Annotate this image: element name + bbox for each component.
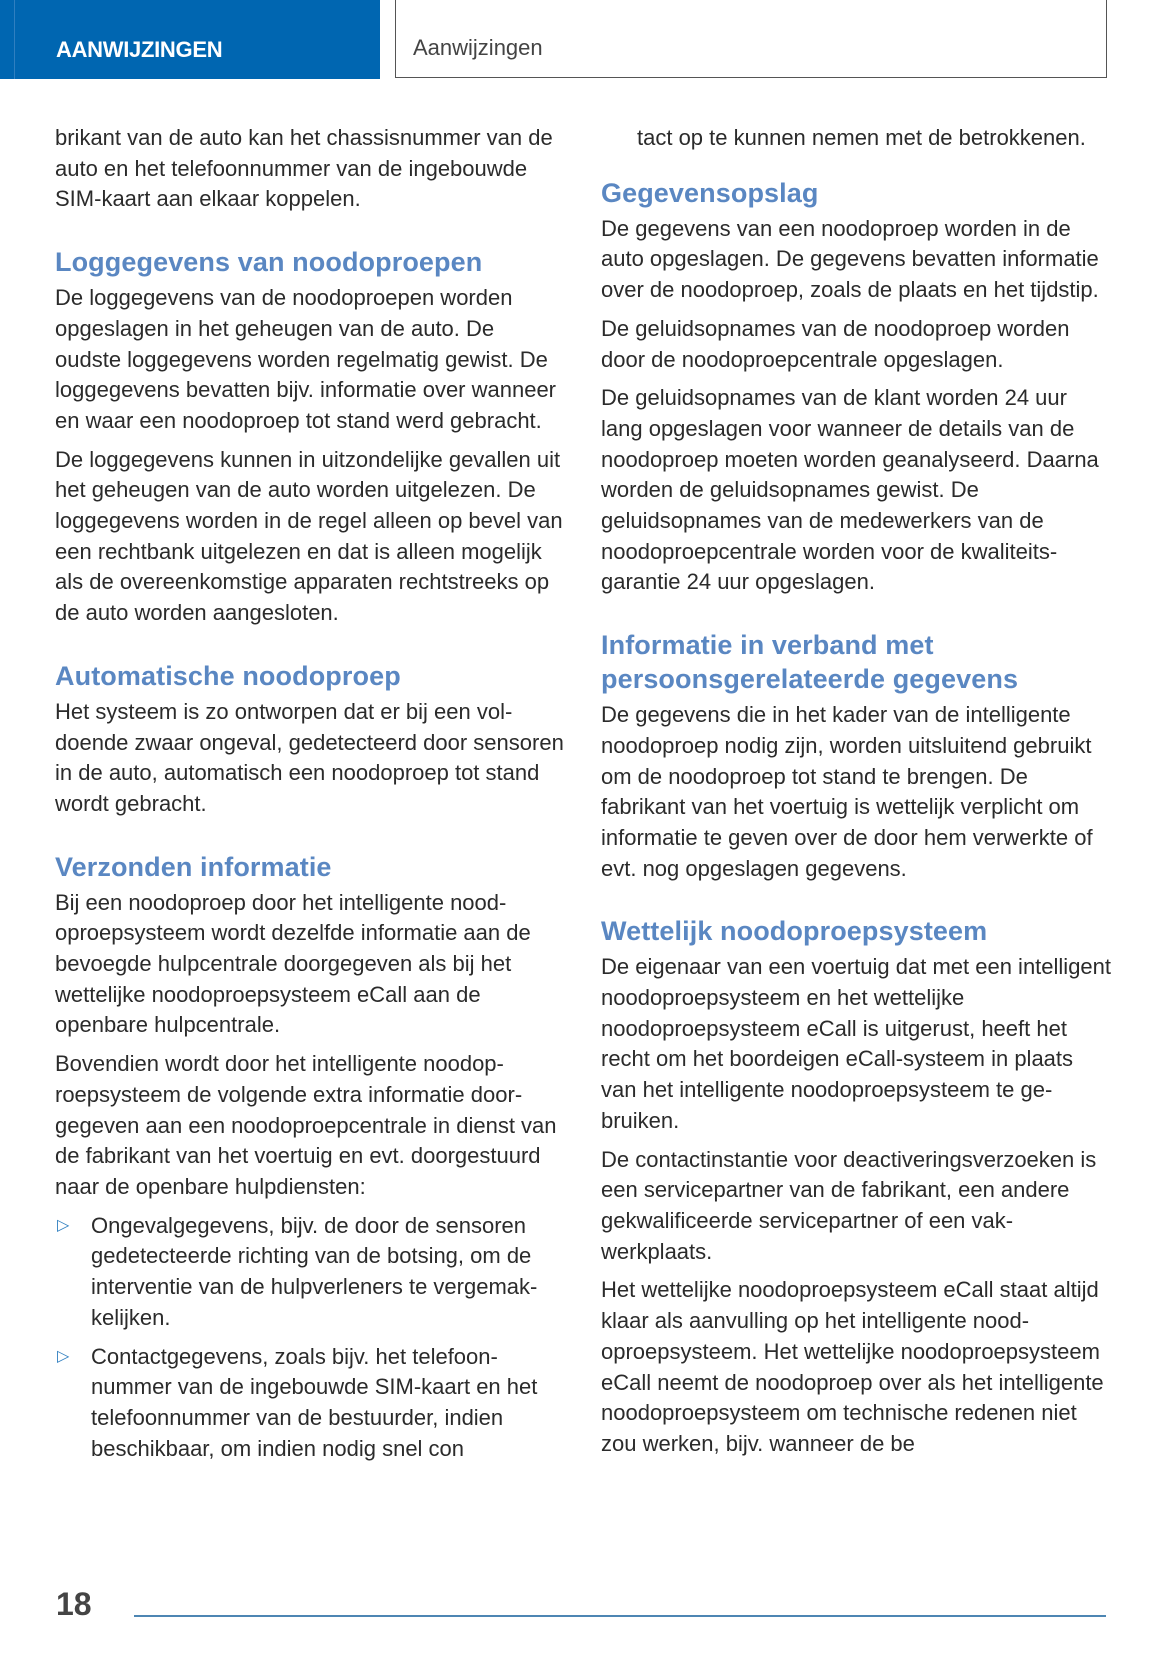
- list-item: [55, 1211, 565, 1334]
- paragraph: De gegevens van een noodoproep worden in de auto opgeslagen. De gegevens bevatten informatie over de noodoproep, zoals de plaats en het tijdstip.: [601, 215, 1099, 303]
- heading-verzonden-informatie: Verzonden informatie: [55, 851, 332, 882]
- paragraph: Het systeem is zo ontworpen dat er bij een voldoende zwaar ongeval, gedetecteerd door sensoren in de auto, automatisch een noodoproep tot stand wordt gebracht.: [55, 698, 564, 816]
- paragraph: Bovendien wordt door het intelligente noodoproepsysteem de volgende extra informatie doorgegeven aan een noodoproepcentrale in dienst van de fabrikant van het voertuig en evt. doorgestuurd naar de openbare hulpdiensten:: [55, 1051, 557, 1199]
- paragraph: De loggegevens van de noodoproepen worden opgeslagen in het geheugen van de auto. De oudste loggegevens worden regelmatig gewist. De loggegevens bevatten bijv. informatie over wanneer en waar een noodoproep tot stand werd gebracht.: [55, 285, 557, 433]
- bullet-continuation: tact op te kunnen nemen met de betrokkenen.: [637, 125, 1086, 150]
- paragraph: De geluidsopnames van de noodoproep worden door de noodoproepcentrale opgeslagen.: [601, 315, 1070, 372]
- section-tab-label: AANWIJZINGEN: [56, 37, 223, 62]
- section-title-box: [395, 0, 1107, 78]
- paragraph: De loggegevens kunnen in uitzondelijke gevallen uit het geheugen van de auto worden uitgelezen. De loggegevens worden in de regel alleen op bevel van een rechtbank uitgelezen en dat is alleen mogelijk als de overeenkomstige apparaten rechtstreeks op de auto worden aangesloten.: [55, 446, 563, 626]
- bullet-list: [55, 1211, 565, 1465]
- heading-automatische-noodoproep: Automatische noodoproep: [55, 660, 401, 691]
- intro-paragraph: brikant van de auto kan het chassisnummer van de auto en het telefoonnummer van de ingebouwde SIM-kaart aan elkaar koppelen.: [55, 125, 553, 212]
- right-column: [601, 123, 1111, 1468]
- paragraph: Bij een noodoproep door het intelligente noodoproepsysteem wordt dezelfde informatie aan de bevoegde hulpcentrale doorgegeven als bij het wettelijke noodoproepsysteem eCall aan de openbare hulpcentrale.: [55, 889, 531, 1038]
- section-tab: [0, 0, 380, 79]
- section-title: Aanwijzingen: [413, 35, 543, 60]
- heading-loggegevens: Loggegevens van noodoproepen: [55, 247, 483, 278]
- tab-edge-line: [14, 0, 15, 79]
- list-item: [55, 1342, 565, 1465]
- heading-wettelijk-noodoproepsysteem: Wettelijk noodoproepsysteem: [601, 916, 988, 947]
- triangle-bullet-icon: ▷: [57, 1216, 70, 1234]
- heading-gegevensopslag: Gegevensopslag: [601, 177, 819, 208]
- triangle-bullet-icon: ▷: [57, 1347, 70, 1365]
- paragraph: De gegevens die in het kader van de intelligente noodoproep nodig zijn, worden uitsluitend gebruikt om de noodoproep tot stand te brengen. De fabrikant van het voertuig is wettelijk verplicht om informatie te geven over de door hem verwerkte of evt. nog opgeslagen gegevens.: [601, 702, 1093, 881]
- paragraph: De eigenaar van een voertuig dat met een intelligent noodoproepsysteem en het wettelijke noodoproepsysteem eCall is uitgerust, heeft het recht om het boordeigen eCall-systeem in plaats van het intelligente noodoproepsysteem te gebruiken.: [601, 954, 1112, 1133]
- footer-divider: [134, 1615, 1106, 1617]
- paragraph: De geluidsopnames van de klant worden 24 uur lang opgeslagen voor wanneer de details van de noodoproep moeten worden geanalyseerd. Daarna worden de geluidsopnames gewist. De geluidsopnames van de medewerkers van de noodoproepcentrale worden voor de kwaliteitsgarantie 24 uur opgeslagen.: [601, 385, 1099, 595]
- list-item-text: Contactgegevens, zoals bijv. het telefoonnummer van de ingebouwde SIM-kaart en het telefoonnummer van de bestuurder, indien beschikbaar, om indien nodig snel con: [91, 1343, 538, 1461]
- paragraph: Het wettelijke noodoproepsysteem eCall staat altijd klaar als aanvulling op het intelligente noodoproepsysteem. Het wettelijke noodoproepsysteem eCall neemt de noodoproep over als het intelligente noodoproepsysteem om technische redenen niet zou werken, bijv. wanneer de be: [601, 1277, 1104, 1456]
- heading-persoonsgegevens: Informatie in verband met persoonsgerelateerde gegevens: [601, 630, 1019, 695]
- left-column: [55, 123, 565, 1472]
- list-item-text: Ongevalgegevens, bijv. de door de sensoren gedetecteerde richting van de botsing, om de interventie van de hulpverleners te vergemakkelijken.: [91, 1212, 538, 1330]
- paragraph: De contactinstantie voor deactiveringsverzoeken is een servicepartner van de fabrikant, een andere gekwalificeerde servicepartner of een vakwerkplaats.: [601, 1146, 1097, 1264]
- page-number: 18: [56, 1586, 92, 1622]
